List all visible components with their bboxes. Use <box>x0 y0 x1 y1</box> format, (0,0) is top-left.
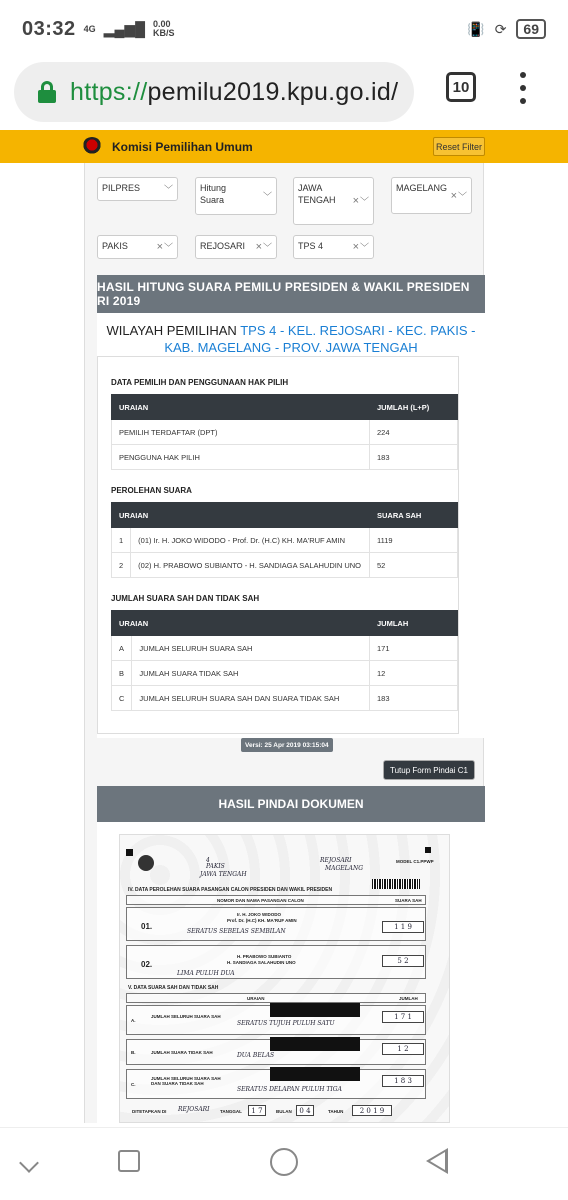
row-b-letter: B. <box>131 1050 136 1055</box>
table-cell: (02) H. PRABOWO SUBIANTO - H. SANDIAGA SALAHUDIN UNO <box>131 553 370 578</box>
table-row <box>112 445 458 470</box>
filter-tps-value: TPS 4 <box>298 241 324 251</box>
col-candidate: NOMOR DAN NAMA PASANGAN CALON <box>217 898 304 903</box>
row-c-label: JUMLAH SELURUH SUARA SAH DAN SUARA TIDAK SAH <box>151 1076 221 1086</box>
kpu-logo <box>82 137 102 157</box>
col-jumlah: JUMLAH <box>399 996 418 1001</box>
row-c-letter: C. <box>131 1082 136 1087</box>
section-votes-title: PEROLEHAN SUARA <box>111 486 192 495</box>
row-a-label: JUMLAH SELURUH SUARA SAH <box>151 1014 221 1019</box>
registration-mark <box>425 847 431 853</box>
table-cell: C <box>112 686 132 711</box>
table-row <box>112 420 458 445</box>
table-cell: JUMLAH SUARA TIDAK SAH <box>132 661 370 686</box>
handwritten-row-b: DUA BELAS <box>237 1052 275 1059</box>
wilayah-label: WILAYAH PEMILIHAN <box>106 323 237 338</box>
voter-data-table <box>111 394 458 470</box>
bulan-label: BULAN <box>276 1109 292 1114</box>
chevron-down-icon: ﹀ <box>262 242 272 253</box>
wilayah-line1: TPS 4 - KEL. REJOSARI - KEC. PAKIS - <box>240 323 476 338</box>
filter-province-select[interactable] <box>293 177 374 225</box>
table-row <box>112 661 458 686</box>
results-inner <box>97 356 459 734</box>
row-a-letter: A. <box>131 1018 136 1023</box>
net-speed <box>153 20 175 38</box>
home-button[interactable] <box>270 1148 298 1176</box>
filter-village-select[interactable] <box>195 235 277 259</box>
table-cell: 224 <box>370 420 458 445</box>
results-card <box>97 313 485 738</box>
site-header <box>0 130 568 163</box>
redaction-block <box>270 1003 360 1017</box>
table-cell: 1 <box>112 528 131 553</box>
date-month-box: 0 4 <box>296 1105 314 1116</box>
close-scan-form-button[interactable]: Tutup Form Pindai C1 <box>383 760 475 780</box>
candidate-2-vp: H. SANDIAGA SALAHUDIN UNO <box>227 960 296 965</box>
chevron-down-icon[interactable] <box>19 1153 39 1173</box>
redaction-block <box>270 1037 360 1051</box>
candidate-2-name: H. PRABOWO SUBIANTO <box>237 954 292 959</box>
site-title: Komisi Pemilihan Umum <box>112 139 253 154</box>
table-cell: 2 <box>112 553 131 578</box>
status-left <box>22 18 175 41</box>
row-b-label: JUMLAH SUARA TIDAK SAH <box>151 1050 213 1055</box>
handwritten-row-c: SERATUS DELAPAN PULUH TIGA <box>237 1086 342 1093</box>
ditetapkan-label: DITETAPKAN DI <box>132 1109 167 1114</box>
section-iv-title: IV. DATA PEROLEHAN SUARA PASANGAN CALON PRESIDEN DAN WAKIL PRESIDEN <box>128 887 333 893</box>
status-bar <box>0 0 568 58</box>
table-cell: PENGGUNA HAK PILIH <box>112 445 370 470</box>
table-header-cell: JUMLAH (L+P) <box>370 395 458 420</box>
table-header-cell: SUARA SAH <box>370 503 458 528</box>
status-right <box>467 19 546 39</box>
candidate-header-row <box>126 895 426 905</box>
table-cell: 183 <box>370 686 458 711</box>
candidate-2-row <box>126 945 426 979</box>
battery-indicator: 69 <box>516 19 546 39</box>
network-type: 4G <box>83 24 96 34</box>
filter-district-select[interactable] <box>97 235 178 259</box>
table-cell: A <box>112 636 132 661</box>
vibrate-icon: 📳 <box>467 20 485 37</box>
filter-election-select[interactable] <box>97 177 178 201</box>
section-v-title: V. DATA SUARA SAH DAN TIDAK SAH <box>128 985 219 991</box>
filter-tps-select[interactable] <box>293 235 374 259</box>
filter-type-value: Hitung Suara <box>200 183 227 205</box>
page-container <box>84 163 484 1123</box>
tab-switcher-button[interactable]: 10 <box>446 72 476 102</box>
tanggal-label: TANGGAL <box>220 1109 242 1114</box>
table-header-cell: URAIAN <box>112 395 370 420</box>
status-time: 03:32 <box>22 17 76 40</box>
row-a-box: 1 7 1 <box>382 1011 424 1023</box>
url-scheme: https:// <box>70 77 148 106</box>
menu-kebab-icon[interactable] <box>518 72 528 104</box>
filter-election-value: PILPRES <box>102 183 141 193</box>
browser-toolbar <box>0 58 568 126</box>
garuda-emblem-icon <box>138 855 154 871</box>
filter-regency-select[interactable] <box>391 177 472 214</box>
section-valid-invalid-title: JUMLAH SUARA SAH DAN TIDAK SAH <box>111 594 260 603</box>
candidate-1-row <box>126 907 426 941</box>
registration-mark <box>126 849 133 856</box>
system-nav-bar <box>0 1127 568 1200</box>
filter-type-select[interactable] <box>195 177 277 215</box>
scanned-form-image[interactable] <box>119 834 450 1123</box>
results-banner: HASIL HITUNG SUARA PEMILU PRESIDEN & WAKIL PRESIDEN RI 2019 <box>97 275 485 313</box>
votes-1-box: 1 1 9 <box>382 921 424 933</box>
chevron-down-icon: ﹀ <box>163 242 173 253</box>
table-cell: JUMLAH SELURUH SUARA SAH DAN SUARA TIDAK SAH <box>132 686 370 711</box>
clear-icon[interactable]: × <box>255 241 262 253</box>
col-votes: SUARA SAH <box>395 898 422 903</box>
table-header-row <box>112 611 458 636</box>
table-header-row <box>112 395 458 420</box>
scan-document-banner: HASIL PINDAI DOKUMEN <box>97 786 485 822</box>
clear-icon[interactable]: × <box>352 241 359 253</box>
form-code: MODEL C1.PPWP <box>396 859 434 864</box>
scan-document-card <box>97 786 485 1123</box>
wilayah-heading <box>97 322 485 356</box>
chevron-down-icon: ﹀ <box>163 184 173 195</box>
lock-icon[interactable] <box>38 81 56 103</box>
table-header-cell: JUMLAH <box>370 611 458 636</box>
net-speed-unit: KB/S <box>153 28 175 38</box>
row-c-box: 1 8 3 <box>382 1075 424 1087</box>
table-cell: 12 <box>370 661 458 686</box>
candidate-1-name: Ir. H. JOKO WIDODO <box>237 912 282 917</box>
handwritten-votes-1-words: SERATUS SEBELAS SEMBILAN <box>187 928 286 935</box>
handwritten-row-a: SERATUS TUJUH PULUH SATU <box>237 1020 335 1027</box>
signal-icon: ▂▄▆█ <box>103 20 146 37</box>
table-header-cell: URAIAN <box>112 503 370 528</box>
clear-icon[interactable]: × <box>450 189 457 202</box>
filter-panel <box>85 163 485 273</box>
filter-village-value: REJOSARI <box>200 241 246 251</box>
table-row <box>112 553 458 578</box>
row-b-box: 1 2 <box>382 1043 424 1055</box>
handwritten-village: REJOSARI <box>320 857 352 864</box>
valid-header-row <box>126 993 426 1003</box>
candidate-1-number: 01. <box>141 922 153 931</box>
table-cell: (01) Ir. H. JOKO WIDODO - Prof. Dr. (H.C) KH. MA'RUF AMIN <box>131 528 370 553</box>
table-header-cell: URAIAN <box>112 611 370 636</box>
candidate-2-number: 02. <box>141 960 153 969</box>
table-cell: 171 <box>370 636 458 661</box>
table-cell: PEMILIH TERDAFTAR (DPT) <box>112 420 370 445</box>
chevron-down-icon: ﹀ <box>359 242 369 253</box>
filter-district-value: PAKIS <box>102 241 128 251</box>
handwritten-tps: 4 <box>206 857 210 864</box>
table-cell: 1119 <box>370 528 458 553</box>
barcode <box>372 879 420 889</box>
url-text[interactable] <box>70 78 398 107</box>
url-host: pemilu2019.kpu.go.id/ <box>147 77 399 106</box>
table-cell: 52 <box>370 553 458 578</box>
valid-invalid-table <box>111 610 458 711</box>
table-cell: JUMLAH SELURUH SUARA SAH <box>132 636 370 661</box>
table-cell: B <box>112 661 132 686</box>
handwritten-kelurahan: PAKIS <box>206 863 225 870</box>
version-badge: Versi: 25 Apr 2019 03:15:04 <box>241 738 333 752</box>
tahun-label: TAHUN <box>328 1109 344 1114</box>
rotation-lock-icon: ⟳ <box>494 20 507 37</box>
votes-table <box>111 502 458 578</box>
section-voter-data-title: DATA PEMILIH DAN PENGGUNAAN HAK PILIH <box>111 378 289 387</box>
filter-province-value: JAWA TENGAH <box>298 183 336 205</box>
chevron-down-icon: ﹀ <box>262 191 272 202</box>
reset-filter-button[interactable]: Reset Filter <box>433 137 485 156</box>
table-row <box>112 686 458 711</box>
url-bar[interactable] <box>14 62 414 122</box>
date-day-box: 1 7 <box>248 1105 266 1116</box>
redaction-block <box>270 1067 360 1081</box>
table-header-row <box>112 503 458 528</box>
wilayah-line2: KAB. MAGELANG - PROV. JAWA TENGAH <box>164 340 418 355</box>
handwritten-regency: MAGELANG <box>325 865 364 872</box>
clear-icon[interactable]: × <box>352 195 359 207</box>
recent-apps-button[interactable] <box>118 1150 140 1172</box>
chevron-down-icon: ﹀ <box>457 191 467 201</box>
back-button[interactable] <box>426 1148 448 1174</box>
net-speed-value: 0.00 <box>153 19 171 29</box>
candidate-1-vp: Prof. Dr. (H.C) KH. MA'RUF AMIN <box>227 918 297 923</box>
date-year-box: 2 0 1 9 <box>352 1105 392 1116</box>
table-row <box>112 528 458 553</box>
chevron-down-icon: ﹀ <box>359 196 369 207</box>
filter-regency-value: MAGELANG <box>396 183 448 193</box>
handwritten-place: REJOSARI <box>178 1106 210 1113</box>
table-row <box>112 636 458 661</box>
votes-2-box: 5 2 <box>382 955 424 967</box>
clear-icon[interactable]: × <box>156 241 163 253</box>
col-uraian: URAIAN <box>247 996 265 1001</box>
table-cell: 183 <box>370 445 458 470</box>
handwritten-votes-2-words: LIMA PULUH DUA <box>177 970 235 977</box>
handwritten-province: JAWA TENGAH <box>200 871 247 878</box>
